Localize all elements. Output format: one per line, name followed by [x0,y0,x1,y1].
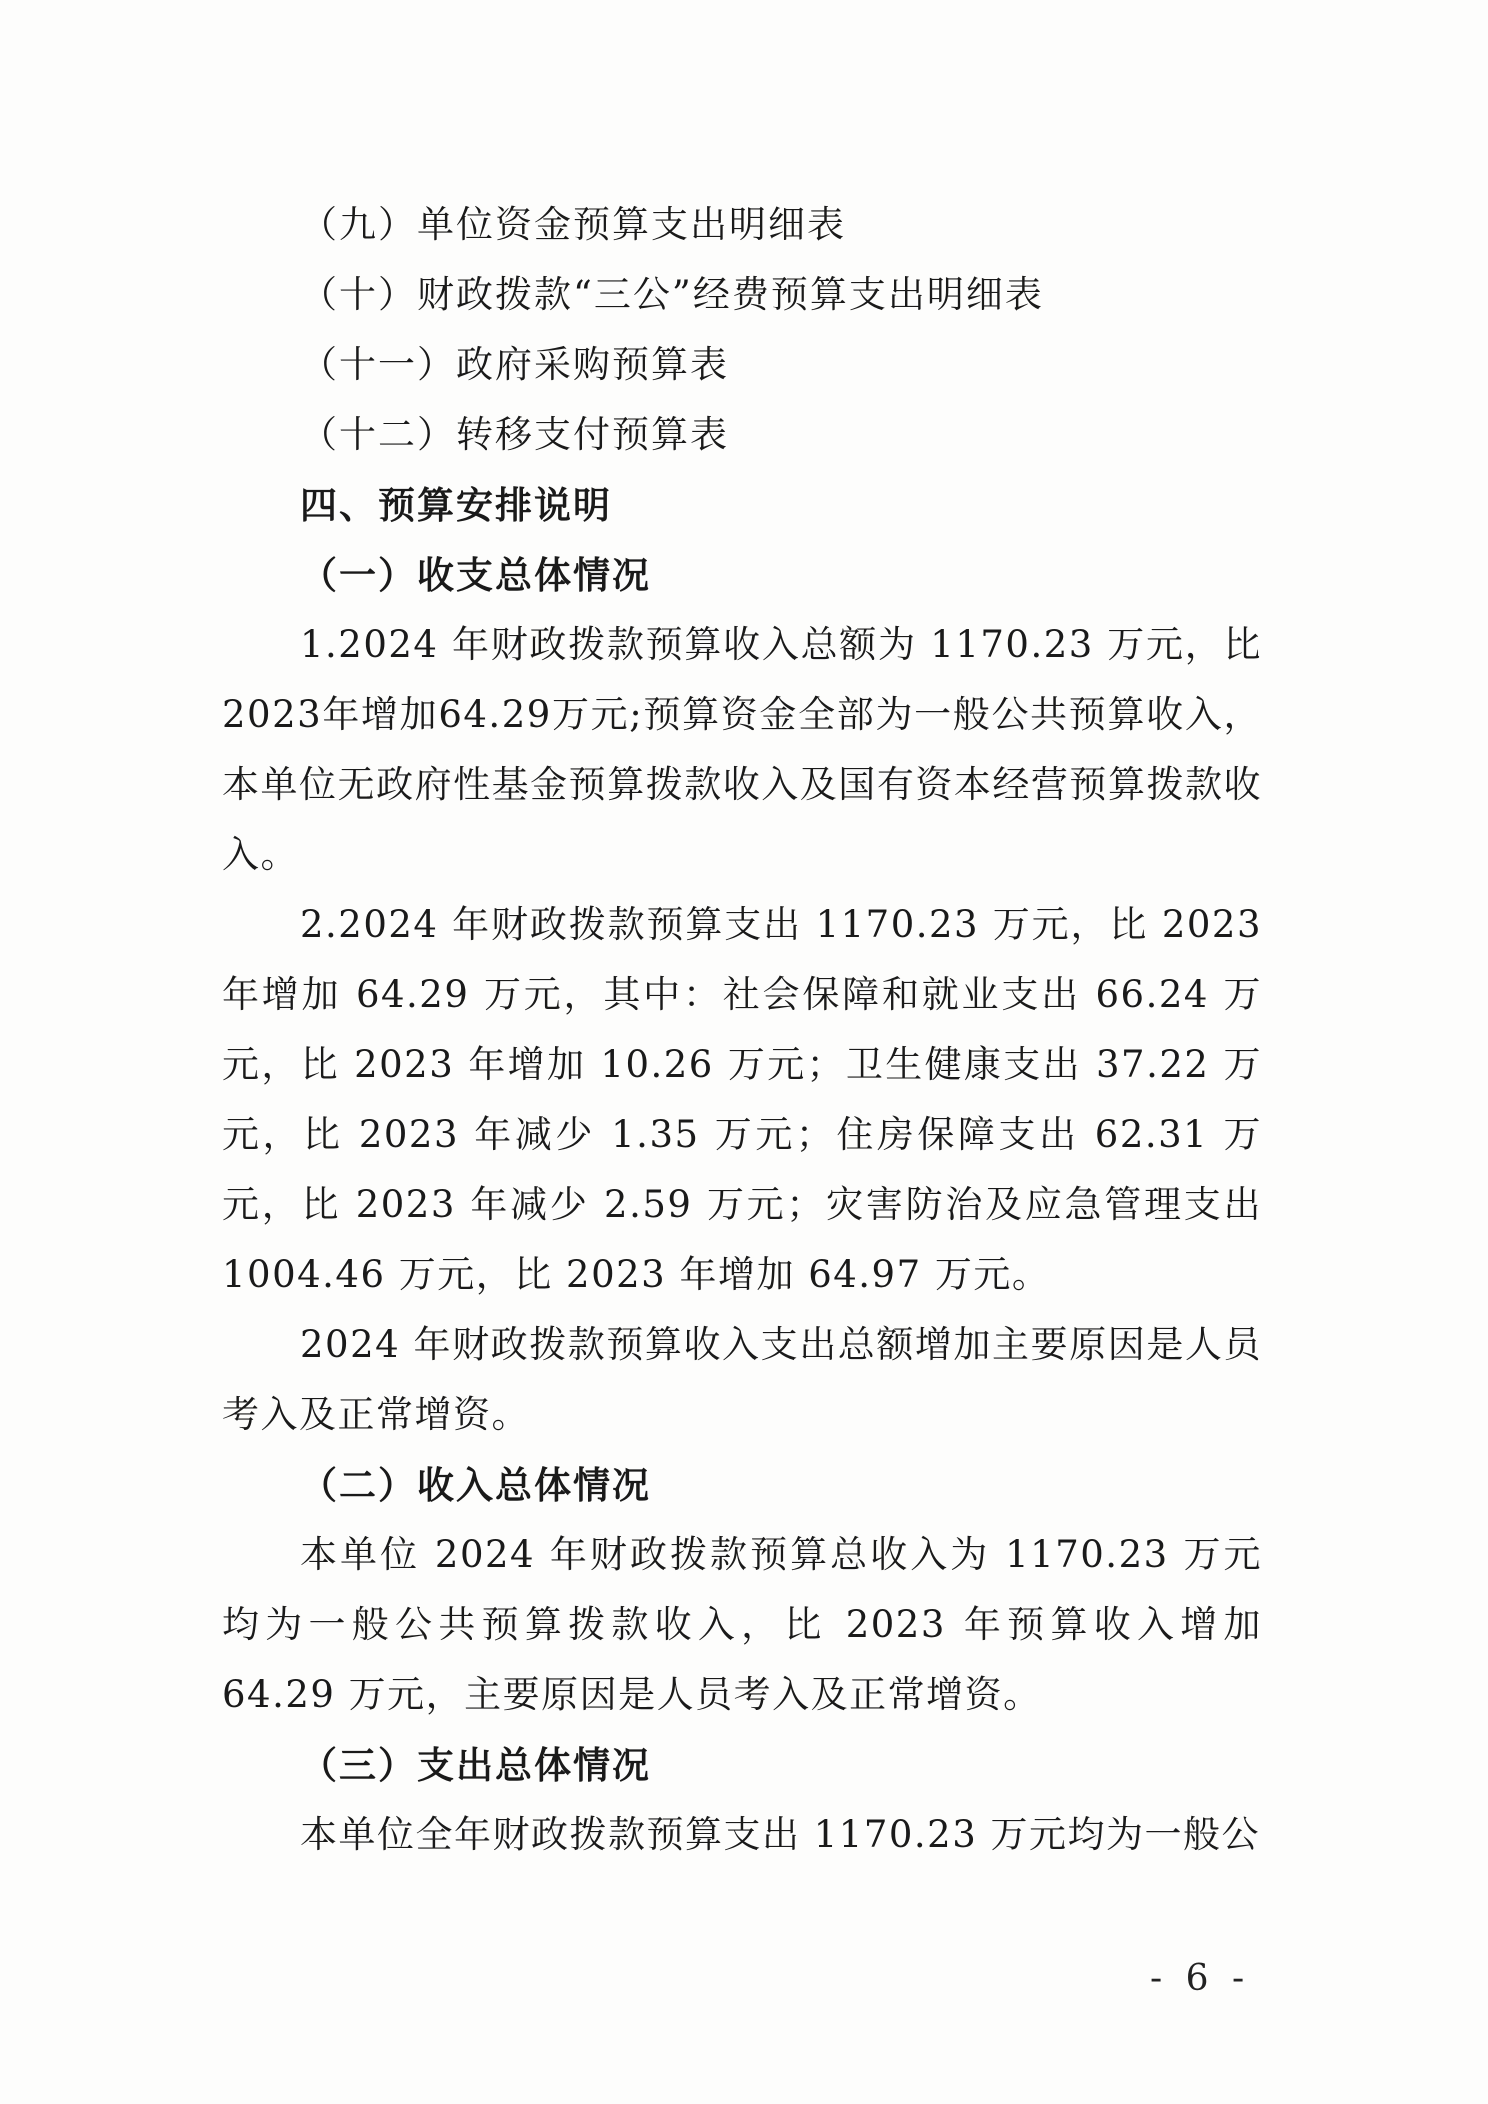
list-item: （十二）转移支付预算表 [300,413,729,456]
paragraph: 2024 年财政拨款预算收入支出总额增加主要原因是人员考入及正常增资。 [222,1323,1262,1436]
list-item: （十一）政府采购预算表 [300,343,729,386]
subsection-heading: （一）收支总体情况 [300,553,651,597]
paragraph: 2.2024 年财政拨款预算支出 1170.23 万元，比 2023 年增加 64.29 万元，其中：社会保障和就业支出 66.24 万元，比 2023 年增加 10.26 万元；卫生健康支出 37.22 万元，比 2023 年减少 1.35 万元；住房保障支出 62.31 万元，比 2023 年减少 2.59 万元；灾害防治及应急管理支出 1004.46 万元，比 2023 年增加 64.97 万元。 [222,903,1262,1296]
paragraph: 1.2024 年财政拨款预算收入总额为 1170.23 万元，比 2023年增加64.29万元;预算资金全部为一般公共预算收入，本单位无政府性基金预算拨款收入及国有资本经营预算拨款收入。 [222,623,1262,876]
subsection-heading: （二）收入总体情况 [300,1463,651,1507]
list-item: （九）单位资金预算支出明细表 [300,203,846,246]
list-item: （十）财政拨款“三公”经费预算支出明细表 [300,273,1044,316]
page-number: - 6 - [1150,1958,1251,1999]
document-body [222,190,1262,1870]
section-heading: 四、预算安排说明 [300,483,612,527]
paragraph: 本单位全年财政拨款预算支出 1170.23 万元均为一般公 [300,1813,1261,1856]
paragraph: 本单位 2024 年财政拨款预算总收入为 1170.23 万元均为一般公共预算拨款收入，比 2023 年预算收入增加 64.29 万元，主要原因是人员考入及正常增资。 [222,1533,1262,1716]
subsection-heading: （三）支出总体情况 [300,1743,651,1787]
